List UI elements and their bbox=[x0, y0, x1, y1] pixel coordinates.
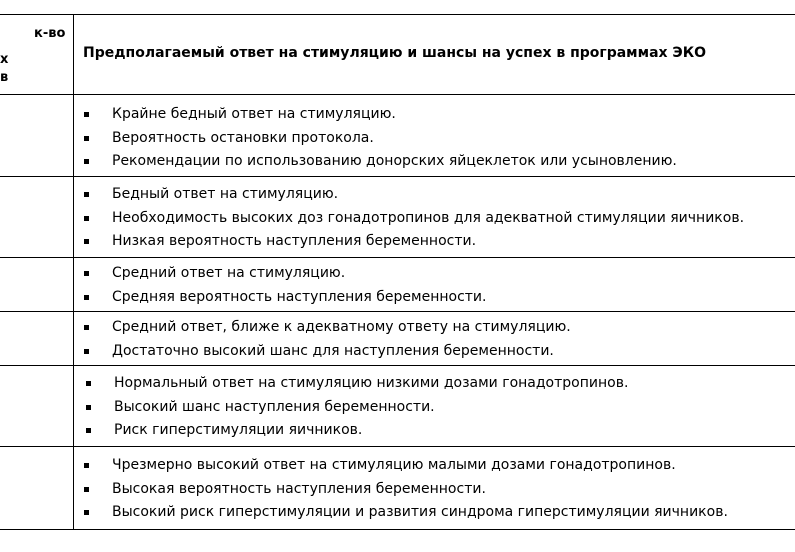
row-divider bbox=[0, 446, 795, 447]
row-divider bbox=[0, 365, 795, 366]
bullet-icon bbox=[84, 325, 89, 330]
header-left-line2: х bbox=[0, 52, 9, 67]
table-border-bottom bbox=[0, 529, 795, 530]
bullet-icon bbox=[84, 159, 89, 164]
column-divider bbox=[73, 14, 74, 530]
bullet-icon bbox=[84, 295, 89, 300]
bullet-icon bbox=[84, 136, 89, 141]
row-divider bbox=[0, 257, 795, 258]
bullet-icon bbox=[86, 428, 91, 433]
header-title: Предполагаемый ответ на стимуляцию и шансы на успех в программах ЭКО bbox=[83, 45, 707, 61]
bullet-icon bbox=[84, 463, 89, 468]
header-left-line3: в bbox=[0, 70, 9, 85]
bullet-icon bbox=[84, 349, 89, 354]
bullet-icon bbox=[84, 271, 89, 276]
bullet-icon bbox=[84, 487, 89, 492]
row-divider bbox=[0, 176, 795, 177]
bullet-icon bbox=[86, 381, 91, 386]
bullet-icon bbox=[84, 216, 89, 221]
table-border-top bbox=[0, 14, 795, 15]
bullet-icon bbox=[84, 112, 89, 117]
bullet-icon bbox=[84, 192, 89, 197]
bullet-icon bbox=[84, 239, 89, 244]
bullet-icon bbox=[84, 510, 89, 515]
header-left-line1: к-во bbox=[34, 26, 66, 41]
header-divider bbox=[0, 94, 795, 95]
row-divider bbox=[0, 311, 795, 312]
bullet-icon bbox=[86, 405, 91, 410]
